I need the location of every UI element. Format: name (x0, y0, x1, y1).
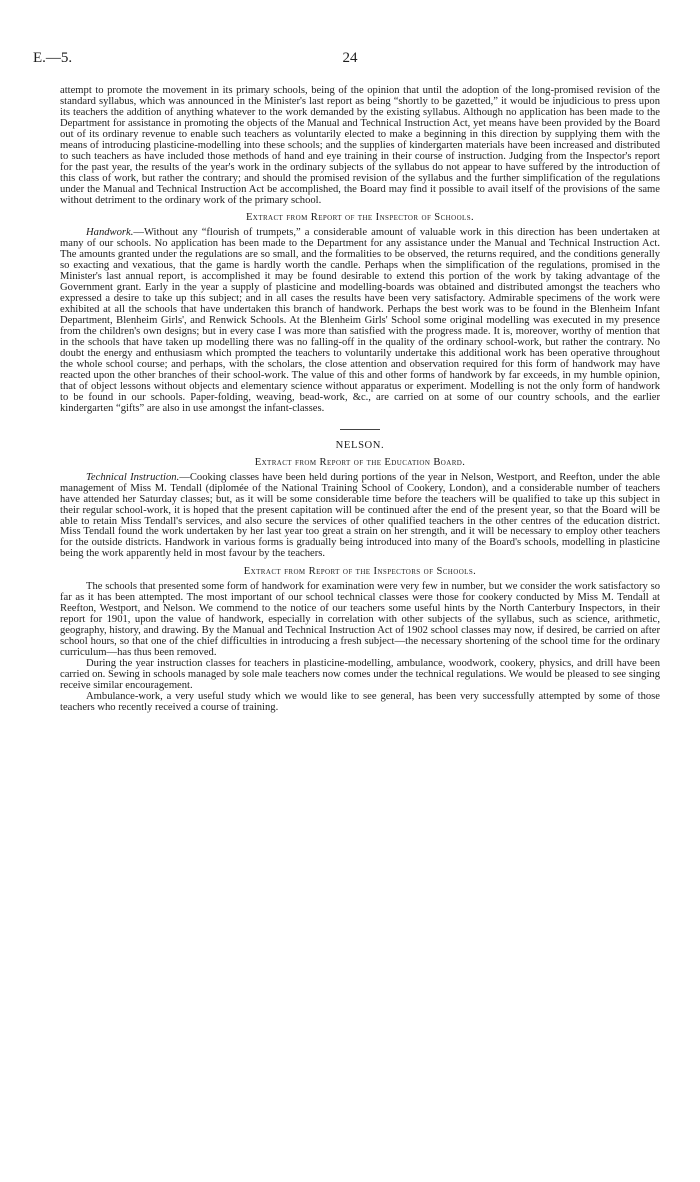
section-heading-inspectors: Extract from Report of the Inspectors of Schools. (243, 566, 477, 578)
page-number: 24 (342, 50, 358, 66)
paragraph-lead-handwork: Handwork. (86, 227, 134, 239)
document-body (60, 86, 660, 714)
report-reference: E.—5. (33, 50, 73, 66)
section-divider (340, 429, 380, 430)
paragraph-handwork-text: —Without any “flourish of trumpets,” a considerable amount of valuable work in this direction has been undertaken at many of our schools. No application has been made to the Department for any assistance under the Manual and Technical Instruction Act. The amounts granted under the regulations are so small, and the formalities to be observed, the returns required, and the conditions generally so exacting and vexatious, that the game is hardly worth the candle. Perhaps when the simplification of the regulations, promised in the Minister's last annual report, is accomplished it may be found desirable to extend this portion of the work by taking advantage of the Government grant. Early in the year a supply of plasticine and modelling-boards was obtained and distributed amongst the teachers who expressed a desire to take up this subject; and in all cases the results have been very satisfactory. Admirable specimens of the work were exhibited at all the schools that have undertaken this branch of handwork. Perhaps the best work was to be found in the Blenheim Infant Department, Blenheim Girls', and Renwick Schools. At the Blenheim Girls' School some original modelling was executed in my presence from the children's own designs; but in every case I was more than satisfied with the progress made. It is, moreover, worthy of mention that in the schools that have taken up modelling there was no falling-off in the quality of the ordinary school-work, but rather the contrary. No doubt the energy and enthusiasm which prompted the teachers to voluntarily undertake this additional work has been operative throughout the whole school course; and perhaps, with the scholars, the close attention and observation required for this form of handwork may have reacted upon the other branches of their school-work. The value of this and other forms of handwork by far exceeds, in my humble opinion, that of object lessons without objects and elementary science without apparatus or experiment. Modelling is not the only form of handwork to be found in our schools. Paper-folding, weaving, bead-work, &c., are carried on at some of our country schools, and the earlier kindergarten “gifts” are also in use amongst the infant-classes. (60, 227, 660, 414)
region-heading-nelson: NELSON. (335, 439, 385, 451)
paragraph-technical-text: —Cooking classes have been held during portions of the year in Nelson, Westport, and Reefton, under the able management of Miss M. Tendall (diplomée of the National Training School of Cookery, London), and a considerable number of teachers have attended her Saturday classes; but, as it will be some considerable time before the teachers will be qualified to take up this subject in their regular school-work, it is hoped that the present capitation will be continued after the end of the present year, so that the Board will be able to retain Miss Tendall's services, and also secure the services of other qualified teachers in the other centres of the education district. Miss Tendall found the work undertaken by her last year too great a strain on her strength, and it will be necessary to employ other teachers for the outside districts. Handwork in various forms is gradually being introduced into many of the Board's schools, modelling in plasticine being the work apparently held in most favour by the teachers. (60, 471, 661, 560)
paragraph-intro: attempt to promote the movement in its primary schools, being of the opinion that until the adoption of the long-promised revision of the standard syllabus, which was announced in the Minister's last report as being “shortly to be gazetted,” it would be injudicious to press upon its teachers the addition of anything whatever to the work demanded by the existing syllabus. Although no application has been made to the Department for assistance in promoting the objects of the Manual and Technical Instruction Act, yet means have been provided by the Board out of its ordinary revenue to enable such teachers as voluntarily elected to make a beginning in this direction by supplying them with the means of introducing plasticine-modelling into these schools; and the supplies of kindergarten materials have been increased and distributed to such teachers as have included those methods of hand and eye training in their course of instruction. Judging from the Inspector's report for the past year, the results of the year's work in the ordinary subjects of the syllabus do not appear to have suffered by the introduction of this class of work, but rather the contrary; and should the promised revision of the syllabus and the further simplification of the regulations under the Manual and Technical Instruction Act be accomplished, the Board may find it possible to avail itself of the provisions of the same without detriment to the ordinary work of the primary school. (60, 85, 660, 206)
paragraph-instruction-classes: During the year instruction classes for teachers in plasticine-modelling, ambulance, woodwork, cookery, physics, and drill have been carried on. Sewing in schools managed by sole male teachers now comes under the technical regulations. We would be pleased to see singing receive similar encouragement. (60, 657, 660, 691)
section-heading-education-board: Extract from Report of the Education Board. (254, 456, 466, 468)
section-heading-inspector: Extract from Report of the Inspector of Schools. (245, 212, 475, 224)
paragraph-ambulance-work: Ambulance-work, a very useful study which we would like to see general, has been very successfully attempted by some of those teachers who recently received a course of training. (60, 690, 660, 713)
paragraph-lead-technical: Technical Instruction. (86, 471, 180, 483)
paragraph-handwork (60, 228, 660, 414)
paragraph-technical-instruction (60, 473, 660, 561)
paragraph-inspectors-report: The schools that presented some form of handwork for examination were very few in number, but we consider the work satisfactory so far as it has been attempted. The most important of our school technical classes were those for cookery conducted by Miss M. Tendall at Reefton, Westport, and Nelson. We commend to the notice of our teachers some useful hints by the North Canterbury Inspectors, in their report for 1901, upon the value of handwork, especially in correlation with other subjects of the syllabus, such as science, arithmetic, geography, history, and drawing. By the Manual and Technical Instruction Act of 1902 school classes may now, if desired, be carried on after school hours, so that one of the chief difficulties in introducing a fresh subject—the necessary shortening of the school time for the ordinary curriculum—has thus been removed. (60, 581, 660, 659)
